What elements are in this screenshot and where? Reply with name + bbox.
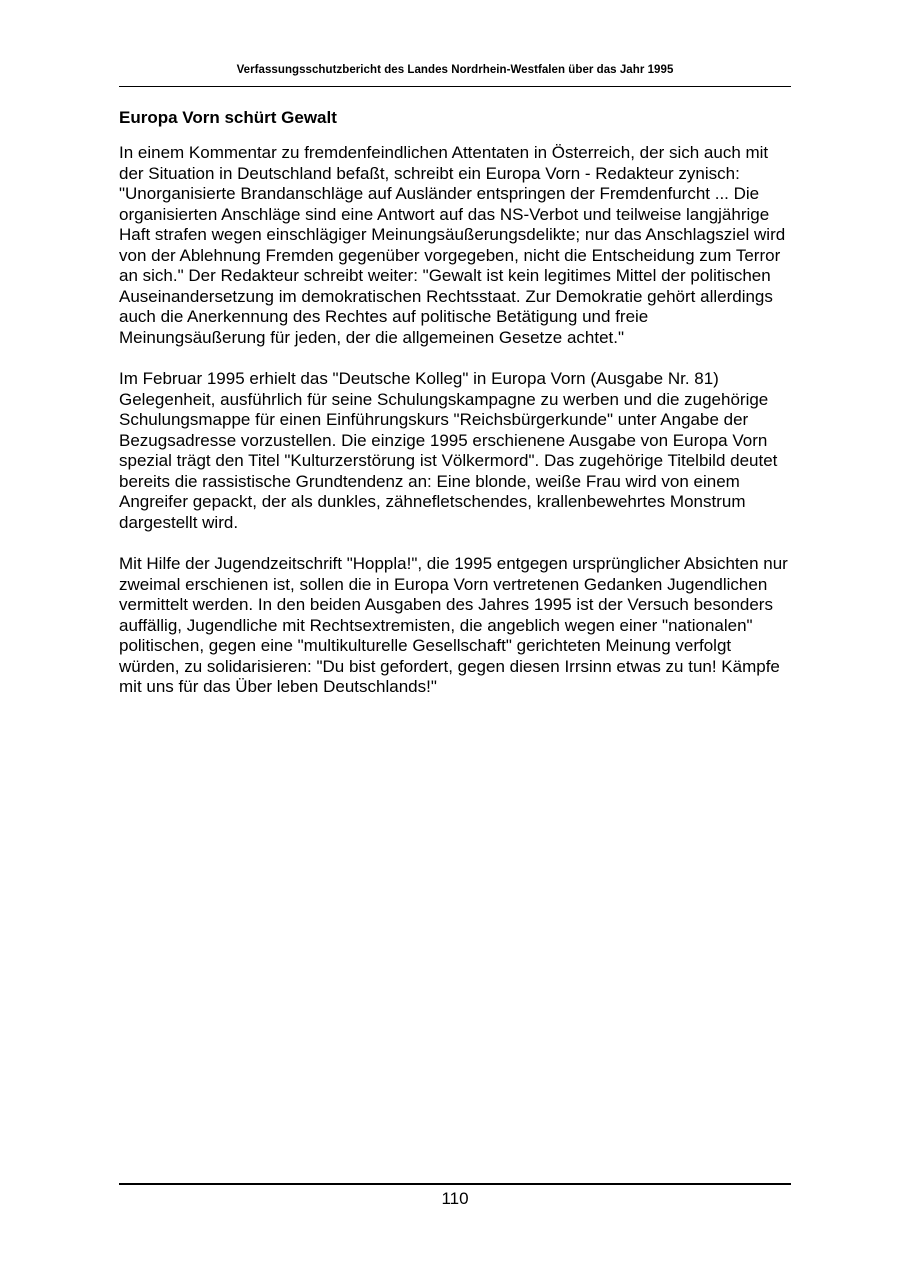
page-number: 110 (441, 1189, 469, 1208)
paragraph-3: Mit Hilfe der Jugendzeitschrift "Hoppla!", die 1995 entgegen ursprünglicher Absichten nur zweimal erschienen ist, sollen die in Europa Vorn vertretenen Gedanken Jugendlichen vermittelt werden. In den beiden Ausgaben des Jahres 1995 ist der Versuch besonders auffällig, Jugendliche mit Rechtsextremisten, die angeblich wegen einer "nationalen" politischen, gegen eine "multikulturelle Gesellschaft" gerichteten Meinung verfolgt würden, zu solidarisieren: "Du bist gefordert, gegen diesen Irrsinn etwas zu tun! Kämpfe mit uns für das Über leben Deutschlands!" (119, 554, 788, 696)
running-header: Verfassungsschutzbericht des Landes Nordrhein-Westfalen über das Jahr 1995 (236, 64, 674, 76)
section-title: Europa Vorn schürt Gewalt (119, 108, 337, 127)
header-divider (119, 86, 791, 87)
page-content (119, 108, 791, 719)
paragraph-2: Im Februar 1995 erhielt das "Deutsche Kolleg" in Europa Vorn (Ausgabe Nr. 81) Gelegenheit, ausführlich für seine Schulungskampagne zu werben und die zugehörige Schulungsmappe für einen Einführungskurs "Reichsbürgerkunde" unter Angabe der Bezugsadresse vorzustellen. Die einzige 1995 erschienene Ausgabe von Europa Vorn spezial trägt den Titel "Kulturzerstörung ist Völkermord". Das zugehörige Titelbild deutet bereits die rassistische Grundtendenz an: Eine blonde, weiße Frau wird von einem Angreifer gepackt, der als dunkles, zähnefletschendes, krallenbewehrtes Monstrum dargestellt wird. (119, 369, 778, 532)
paragraph-1: In einem Kommentar zu fremdenfeindlichen Attentaten in Österreich, der sich auch mit der Situation in Deutschland befaßt, schreibt ein Europa Vorn - Redakteur zynisch: "Unorganisierte Brandanschläge auf Ausländer entspringen der Fremdenfurcht ... Die organisierten Anschläge sind eine Antwort auf das NS-Verbot und teilweise langjährige Haft strafen wegen einschlägiger Meinungsäußerungsdelikte; nur das Anschlagsziel wird von der Ablehnung Fremden gegenüber vorgegeben, nicht die Entscheidung zum Terror an sich." Der Redakteur schreibt weiter: "Gewalt ist kein legitimes Mittel der politischen Auseinandersetzung im demokratischen Rechtsstaat. Zur Demokratie gehört allerdings auch die Anerkennung des Rechtes auf politische Betätigung und freie Meinungsäußerung für jeden, der die allgemeinen Gesetze achtet." (119, 143, 786, 347)
footer-divider (119, 1183, 791, 1185)
